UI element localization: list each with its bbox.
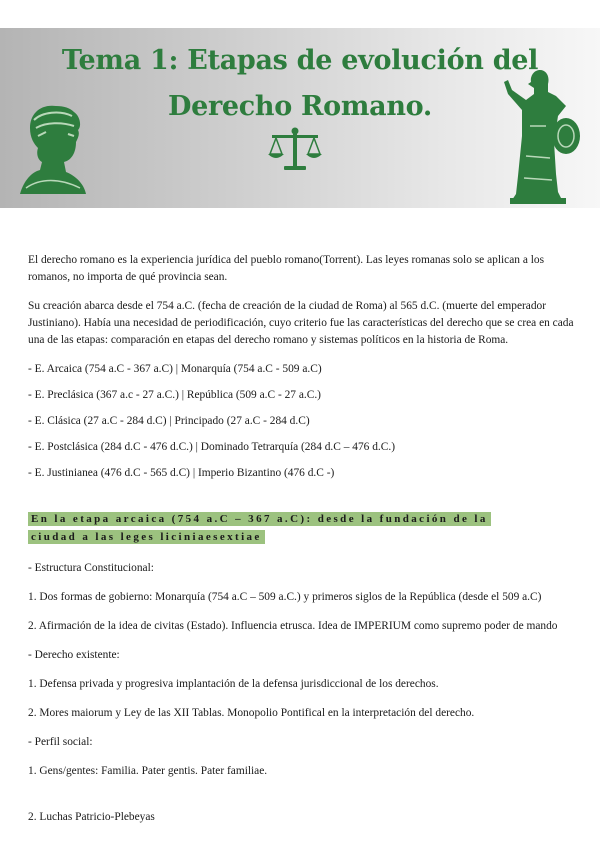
perfil-item: 2. Luchas Patricio-Plebeyas [28, 811, 155, 823]
estructura-label: - Estructura Constitucional: [28, 562, 154, 574]
perfil-item: 1. Gens/gentes: Familia. Pater gentis. Pater familiae. [28, 765, 268, 777]
era-item: - E. Preclásica (367 a.c - 27 a.C.) | República (509 a.C - 27 a.C.) [28, 389, 321, 401]
derecho-item: 2. Mores maiorum y Ley de las XII Tablas. Monopolio Pontifical en la interpretación del derecho. [28, 707, 475, 719]
era-item: - E. Justinianea (476 d.C - 565 d.C) | Imperio Bizantino (476 d.C -) [28, 467, 335, 479]
heading-line-2: ciudad a las leges liciniaesextiae [28, 530, 265, 544]
estructura-item: 2. Afirmación de la idea de civitas (Estado). Influencia etrusca. Idea de IMPERIUM como supremo poder de mando [28, 620, 558, 632]
title-line-1: Tema 1: Etapas de evolución del [61, 45, 539, 76]
estructura-item: 1. Dos formas de gobierno: Monarquía (754 a.C – 509 a.C.) y primeros siglos de la República (desde el 509 a.C) [28, 591, 542, 603]
document-body [28, 252, 576, 780]
section-heading-arcaica [28, 510, 576, 546]
derecho-item: 1. Defensa privada y progresiva implantación de la defensa jurisdiccional de los derechos. [28, 678, 439, 690]
intro-paragraph-1: El derecho romano es la experiencia jurídica del pueblo romano(Torrent). Las leyes romanas solo se aplican a los romanos, no importa de qué provincia sean. [28, 254, 545, 283]
era-item: - E. Arcaica (754 a.C - 367 a.C) | Monarquía (754 a.C - 509 a.C) [28, 363, 322, 375]
cut-off-line [28, 811, 576, 826]
header-banner [0, 28, 600, 208]
heading-line-1: En la etapa arcaica (754 a.C – 367 a.C): desde la fundación de la [28, 512, 491, 526]
perfil-label: - Perfil social: [28, 736, 93, 748]
scales-of-justice-icon [266, 126, 324, 172]
page-title [60, 38, 540, 130]
title-line-2: Derecho Romano. [167, 91, 433, 122]
era-list [28, 361, 576, 482]
era-item: - E. Postclásica (284 d.C - 476 d.C.) | Dominado Tetrarquía (284 d.C – 476 d.C.) [28, 441, 395, 453]
intro-paragraph-2: Su creación abarca desde el 754 a.C. (fecha de creación de la ciudad de Roma) al 565 d.C. (muerte del emperador Justiniano). Había una necesidad de periodificación, cuyo criterio fue las características del derecho que se crea en cada una de las etapas: comparación en etapas del derecho romano y sistemas políticos en la historia de Roma. [28, 300, 574, 346]
derecho-label: - Derecho existente: [28, 649, 120, 661]
roman-bust-icon [16, 98, 96, 202]
minerva-statue-icon [500, 66, 584, 206]
era-item: - E. Clásica (27 a.C - 284 d.C) | Principado (27 a.C - 284 d.C) [28, 415, 310, 427]
